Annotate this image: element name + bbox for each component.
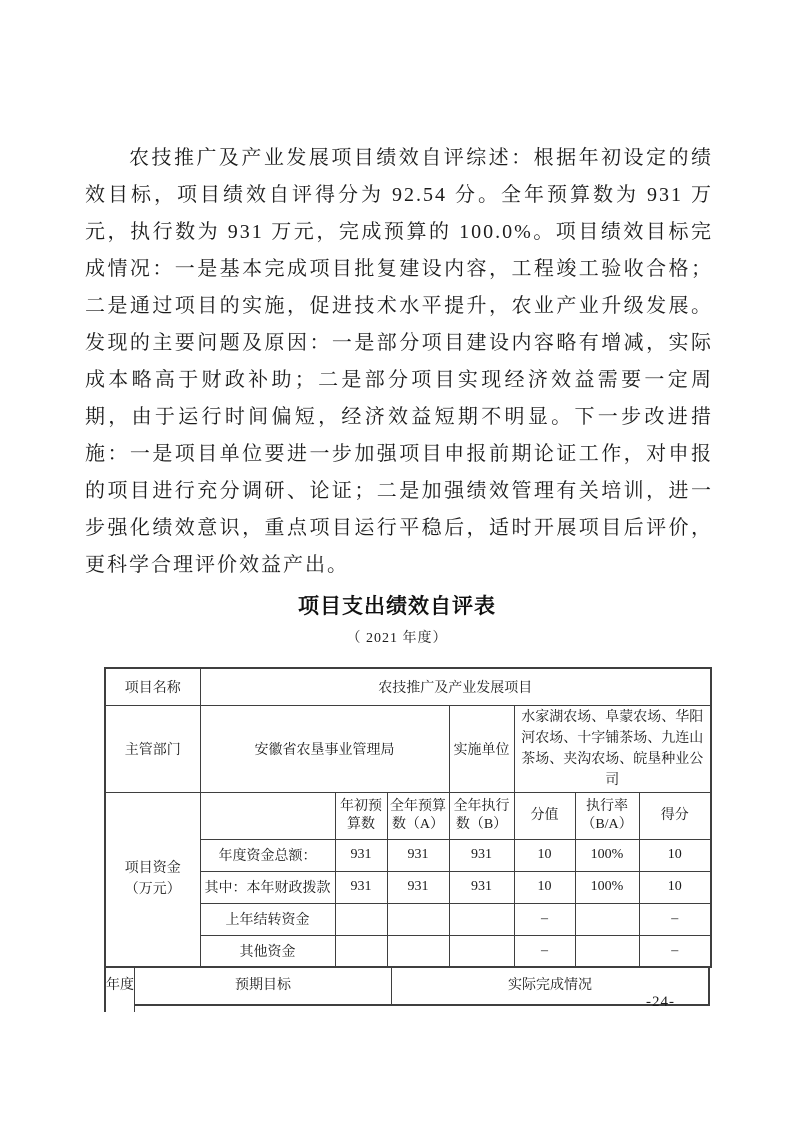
dept-label: 主管部门 [105, 705, 200, 792]
cell-value: – [514, 935, 575, 967]
col-header-execution-rate: 执行率（B/A） [575, 792, 639, 839]
self-evaluation-table-wrap [104, 667, 710, 1012]
cell-value: – [639, 935, 711, 967]
table-title: 项目支出绩效自评表 [298, 595, 496, 618]
cell-value: 931 [335, 871, 387, 903]
actual-completion-header: 实际完成情况 [392, 968, 710, 1006]
col-header-initial-budget: 年初预算数 [335, 792, 387, 839]
table-subtitle-year: （ 2021 年度） [346, 631, 448, 646]
expected-targets-header: 预期目标 [135, 968, 392, 1006]
table-row [105, 792, 711, 839]
cell-value: 100% [575, 871, 639, 903]
cell-value: 931 [387, 871, 449, 903]
col-header-annual-budget: 全年预算数（A） [387, 792, 449, 839]
row-label-total-funds: 年度资金总额： [200, 839, 335, 871]
cell-value: 10 [514, 871, 575, 903]
annual-targets-row [104, 968, 710, 1012]
self-evaluation-table [104, 667, 712, 968]
cell-value [575, 903, 639, 935]
row-label-other-funds: 其他资金 [200, 935, 335, 967]
cell-value: 931 [387, 839, 449, 871]
dept-value: 安徽省农垦事业管理局 [200, 705, 449, 792]
cell-value [387, 903, 449, 935]
self-evaluation-summary-paragraph: 农技推广及产业发展项目绩效自评综述：根据年初设定的绩效目标，项目绩效自评得分为 92.54 分。全年预算数为 931 万元，执行数为 931 万元，完成预算的 100.0%。项目绩效目标完成情况：一是基本完成项目批复建设内容，工程竣工验收合格；二是通过项目的实施，促进技术水平提升，农业产业升级发展。发现的主要问题及原因：一是部分项目建设内容略有增减，实际成本略高于财政补助；二是部分项目实现经济效益需要一定周期，由于运行时间偏短，经济效益短期不明显。下一步改进措施：一是项目单位要进一步加强项目申报前期论证工作，对申报的项目进行充分调研、论证；二是加强绩效管理有关培训，进一步强化绩效意识，重点项目运行平稳后，适时开展项目后评价，更科学合理评价效益产出。 [85, 147, 713, 576]
project-name-value: 农技推广及产业发展项目 [200, 668, 711, 705]
empty-cell [200, 792, 335, 839]
row-label-fiscal-allocation: 其中：本年财政拨款 [200, 871, 335, 903]
cell-value [387, 935, 449, 967]
cell-value [449, 903, 514, 935]
cell-value: 10 [639, 839, 711, 871]
table-row [105, 705, 711, 792]
col-header-score: 得分 [639, 792, 711, 839]
cell-value [335, 935, 387, 967]
cell-value: 100% [575, 839, 639, 871]
project-funds-label-line1: 项目资金 [124, 861, 181, 877]
cell-value: 931 [335, 839, 387, 871]
cell-value [575, 935, 639, 967]
col-header-score-value: 分值 [514, 792, 575, 839]
cell-value: – [514, 903, 575, 935]
project-funds-label [105, 792, 200, 967]
project-funds-label-line2: （万元） [124, 882, 181, 898]
page-number: -24- [646, 994, 675, 1010]
cell-value: 931 [449, 871, 514, 903]
impl-unit-value: 水家湖农场、阜蒙农场、华阳河农场、十字铺茶场、九连山茶场、夹沟农场、皖垦种业公司 [514, 705, 711, 792]
impl-unit-label: 实施单位 [449, 705, 514, 792]
project-name-label: 项目名称 [105, 668, 200, 705]
cell-value: 10 [639, 871, 711, 903]
cell-value: – [639, 903, 711, 935]
cell-value: 10 [514, 839, 575, 871]
table-row [105, 668, 711, 705]
cell-value: 931 [449, 839, 514, 871]
col-header-annual-execution: 全年执行数（B） [449, 792, 514, 839]
annual-label-cell: 年度 [104, 968, 135, 1012]
row-label-carryover-funds: 上年结转资金 [200, 903, 335, 935]
cell-value [449, 935, 514, 967]
cell-value [335, 903, 387, 935]
